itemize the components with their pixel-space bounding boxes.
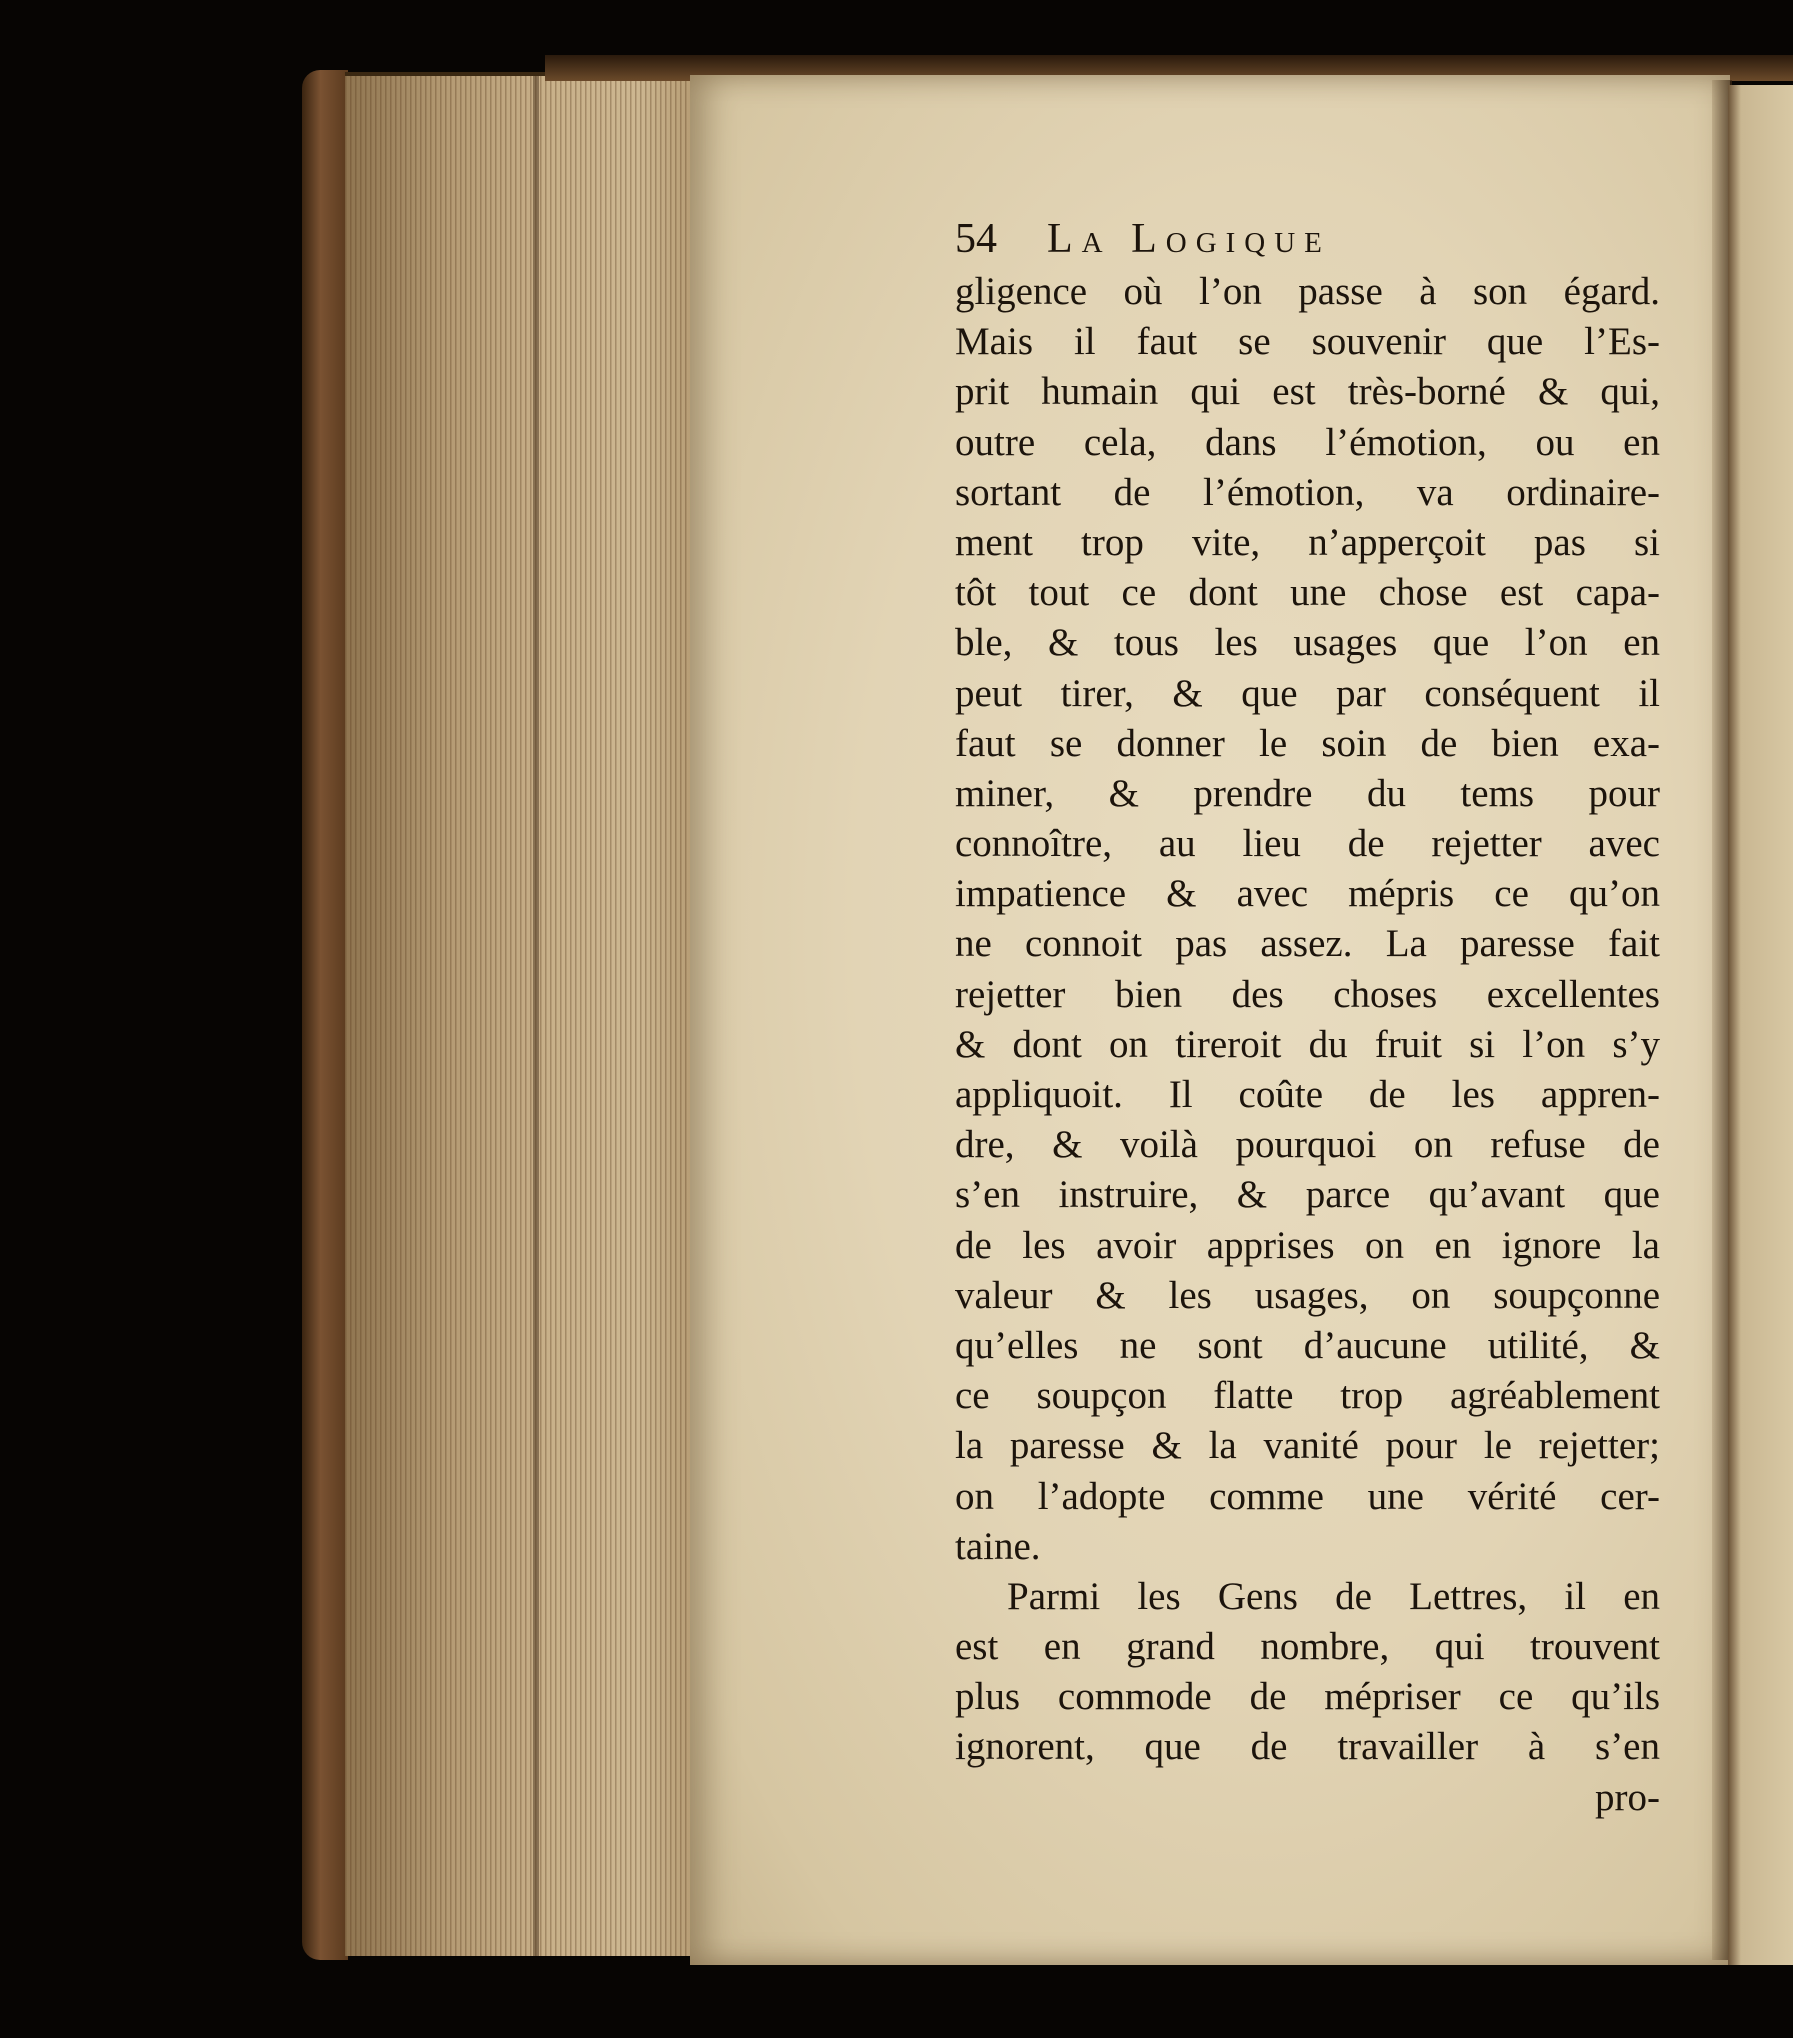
text-line: s’en instruire, & parce qu’avant que (955, 1173, 1660, 1217)
text-line: impatience & avec mépris ce qu’on (955, 872, 1660, 916)
text-line: & dont on tireroit du fruit si l’on s’y (955, 1022, 1660, 1066)
text-line: tôt tout ce dont une chose est capa- (955, 571, 1660, 615)
text-line: qu’elles ne sont d’aucune utilité, & (955, 1323, 1660, 1367)
text-line: Parmi les Gens de Lettres, il en (1007, 1574, 1660, 1618)
text-line: ne connoit pas assez. La paresse fait (955, 922, 1660, 966)
text-line: on l’adopte comme une vérité cer- (955, 1474, 1660, 1518)
page-text (955, 215, 1660, 1823)
text-line: outre cela, dans l’émotion, ou en (955, 420, 1660, 464)
text-line: la paresse & la vanité pour le rejetter; (955, 1424, 1660, 1468)
text-line: est en grand nombre, qui trouvent (955, 1625, 1660, 1669)
running-head (955, 215, 1660, 265)
text-line: gligence où l’on passe à son égard. (955, 270, 1660, 313)
text-line: dre, & voilà pourquoi on refuse de (955, 1123, 1660, 1167)
text-line: ce soupçon flatte trop agréablement (955, 1374, 1660, 1418)
text-line: miner, & prendre du tems pour (955, 771, 1660, 815)
text-line: de les avoir apprises on en ignore la (955, 1223, 1660, 1267)
text-line: prit humain qui est très-borné & qui, (955, 370, 1660, 414)
catchword: pro- (1595, 1775, 1660, 1819)
text-line: ble, & tous les usages que l’on en (955, 621, 1660, 665)
text-line: connoître, au lieu de rejetter avec (955, 822, 1660, 866)
book-cover-edge (302, 70, 348, 1960)
text-line: taine. (955, 1524, 1041, 1568)
text-line: rejetter bien des choses excellentes (955, 972, 1660, 1016)
text-line: faut se donner le soin de bien exa- (955, 721, 1660, 765)
text-line: ment trop vite, n’apperçoit pas si (955, 520, 1660, 564)
text-line: appliquoit. Il coûte de les appren- (955, 1073, 1660, 1116)
text-line: valeur & les usages, on soupçonne (955, 1273, 1660, 1317)
text-line: plus commode de mépriser ce qu’ils (955, 1675, 1660, 1719)
text-lines (955, 267, 1660, 1823)
page-block-edges (345, 72, 690, 1956)
running-title: La Logique (1047, 216, 1331, 262)
page-number: 54 (955, 216, 997, 262)
text-line: peut tirer, & que par conséquent il (955, 671, 1660, 715)
text-line: Mais il faut se souvenir que l’Es- (955, 320, 1660, 364)
text-line: ignorent, que de travailler à s’en (955, 1725, 1660, 1769)
facing-page-edge (1728, 85, 1793, 1965)
text-line: sortant de l’émotion, va ordinaire- (955, 470, 1660, 514)
